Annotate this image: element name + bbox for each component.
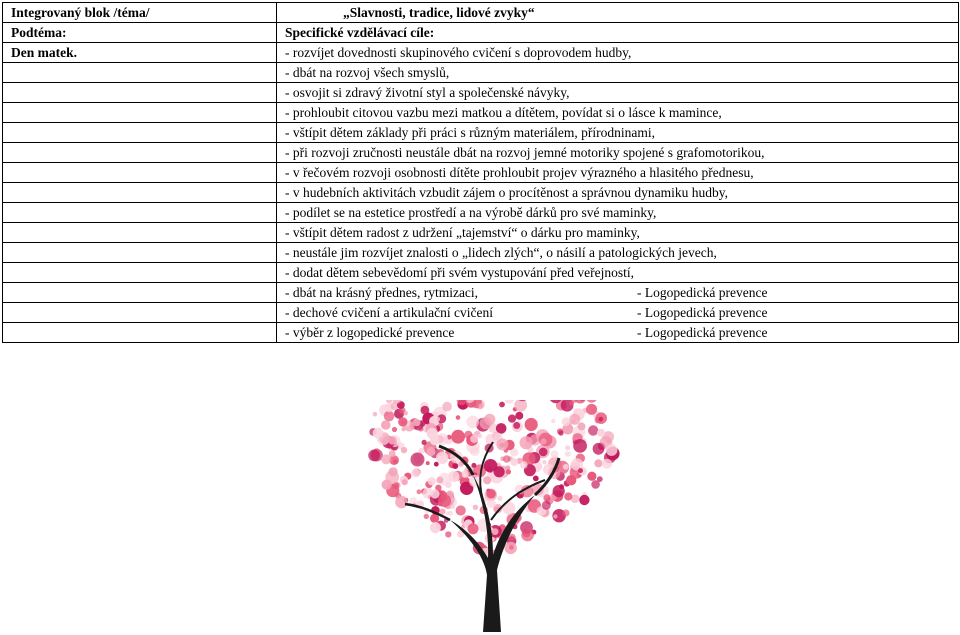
- blossom-petal: [551, 419, 555, 423]
- blossom-petal: [573, 439, 587, 453]
- blossom-petal: [430, 522, 441, 533]
- blossom-petal: [427, 428, 438, 439]
- blossom-petal: [579, 495, 589, 505]
- goal-item: - rozvíjet dovednosti skupinového cvičení s doprovodem hudby,: [277, 43, 959, 63]
- blossom-petal: [384, 411, 395, 422]
- blossom-petal: [492, 528, 499, 535]
- blossom-petal: [494, 466, 505, 477]
- blossom-petal: [445, 481, 452, 488]
- blossom-petal: [571, 419, 576, 424]
- blossom-petal: [438, 494, 451, 507]
- goal-item: - v řečovém rozvoji osobnosti dítěte prohloubit projev výrazného a hlasitého přednesu,: [277, 163, 959, 183]
- blossom-petal: [428, 477, 436, 485]
- blossom-petal: [496, 423, 507, 434]
- blossom-petal: [401, 447, 407, 453]
- empty-cell: [3, 283, 277, 303]
- table-row: [3, 203, 959, 223]
- topic-value-cell: [277, 3, 959, 23]
- table-row: [3, 183, 959, 203]
- topic-label: Integrovaný blok /téma/: [3, 3, 277, 23]
- blossom-petal: [422, 440, 427, 445]
- table-row: [3, 3, 959, 23]
- split-goal-left: - výběr z logopedické prevence: [285, 325, 455, 340]
- blossom-petal: [578, 468, 583, 473]
- blossom-petal: [525, 418, 538, 431]
- blossom-petal: [389, 467, 398, 476]
- empty-cell: [3, 63, 277, 83]
- empty-cell: [3, 83, 277, 103]
- blossom-petal: [413, 419, 420, 426]
- blossom-petal: [462, 472, 467, 477]
- blossom-petal: [504, 400, 514, 404]
- blossom-petal: [424, 514, 429, 519]
- table-row: [3, 303, 959, 323]
- blossom-petal: [599, 417, 604, 422]
- blossom-petal: [455, 476, 460, 481]
- blossom-petal: [486, 489, 495, 498]
- split-goal-left: - dbát na krásný přednes, rytmizaci,: [285, 285, 479, 300]
- blossom-petal: [381, 454, 391, 464]
- blossom-petal: [540, 438, 546, 444]
- table-row: [3, 163, 959, 183]
- heart-tree-icon: [355, 400, 630, 632]
- blossom-petal: [430, 489, 439, 498]
- table-row: [3, 223, 959, 243]
- blossom-petal: [515, 412, 523, 420]
- blossom-petal: [558, 431, 563, 436]
- blossom-petal: [411, 453, 425, 467]
- subtopic-label: Podtéma:: [3, 23, 277, 43]
- split-goal-cell: [277, 283, 959, 303]
- split-goal-right: - Logopedická prevence: [637, 305, 768, 320]
- blossom-petal: [445, 531, 451, 537]
- goal-item: - podílet se na estetice prostředí a na výrobě dárků pro své maminky,: [277, 203, 959, 223]
- table-row: [3, 263, 959, 283]
- blossom-petal: [388, 436, 396, 444]
- goal-item: - vštípit dětem základy při práci s různým materiálem, přírodninami,: [277, 123, 959, 143]
- blossom-petal: [450, 505, 455, 510]
- blossom-petal: [417, 489, 422, 494]
- goal-item: - v hudebních aktivitách vzbudit zájem o procítěnost a správnou dynamiku hudby,: [277, 183, 959, 203]
- blossom-petal: [382, 480, 392, 490]
- blossom-petal: [426, 461, 430, 465]
- blossom-petal: [398, 417, 407, 426]
- blossom-petal: [436, 477, 443, 484]
- blossom-petal: [496, 438, 508, 450]
- blossom-petal: [503, 455, 510, 462]
- empty-cell: [3, 103, 277, 123]
- blossom-petal: [471, 463, 476, 468]
- goals-label: Specifické vzdělávací cíle:: [277, 23, 959, 43]
- split-goal-right: - Logopedická prevence: [637, 325, 768, 340]
- blossom-petal: [521, 529, 534, 542]
- blossom-petal: [562, 417, 571, 426]
- topic-value: „Slavnosti, tradice, lidové zvyky“: [343, 5, 535, 20]
- blossom-petal: [395, 496, 408, 509]
- blossom-petal: [542, 460, 546, 464]
- lesson-plan-table: [2, 2, 959, 343]
- table-row: [3, 23, 959, 43]
- blossom-petal: [452, 463, 458, 469]
- empty-cell: [3, 123, 277, 143]
- table-row: [3, 83, 959, 103]
- goal-item: - osvojit si zdravý životní styl a společenské návyky,: [277, 83, 959, 103]
- split-goal-right: - Logopedická prevence: [637, 285, 768, 300]
- blossom-petal: [456, 415, 461, 420]
- blossom-petal: [509, 545, 514, 550]
- blossom-petal: [565, 445, 570, 450]
- blossom-petal: [411, 468, 420, 477]
- blossom-petal: [565, 451, 571, 457]
- empty-cell: [3, 223, 277, 243]
- table-row: [3, 103, 959, 123]
- blossom-petal: [606, 444, 618, 456]
- blossom-petal: [497, 496, 502, 501]
- blossom-petal: [594, 459, 602, 467]
- empty-cell: [3, 183, 277, 203]
- blossom-petal: [436, 452, 448, 464]
- blossom-petal: [593, 443, 605, 455]
- blossom-petal: [386, 400, 392, 403]
- blossom-petal: [442, 402, 452, 412]
- empty-cell: [3, 243, 277, 263]
- goal-item: - při rozvoji zručnosti neustále dbát na rozvoj jemné motoriky spojené s grafomotorikou,: [277, 143, 959, 163]
- blossom-petal: [553, 485, 565, 497]
- blossom-petal: [533, 476, 539, 482]
- blossom-petal: [563, 510, 570, 517]
- blossom-petal: [510, 458, 518, 466]
- table-row: [3, 323, 959, 343]
- empty-cell: [3, 143, 277, 163]
- blossom-petal: [392, 427, 397, 432]
- split-goal-cell: [277, 323, 959, 343]
- blossom-petal: [591, 480, 600, 489]
- blossom-petal: [587, 472, 596, 481]
- blossom-petal: [574, 400, 586, 404]
- blossom-petal: [520, 461, 528, 469]
- blossom-petal: [404, 411, 408, 415]
- blossom-petal: [435, 417, 440, 422]
- blossom-petal: [466, 416, 479, 429]
- blossom-petal: [426, 447, 435, 456]
- blossom-petal: [373, 412, 378, 417]
- goal-item: - dbát na rozvoj všech smyslů,: [277, 63, 959, 83]
- blossom-petal: [470, 446, 480, 456]
- blossom-petal: [468, 523, 479, 534]
- blossom-petal: [513, 422, 520, 429]
- goal-item: - vštípit dětem radost z udržení „tajemství“ o dárku pro maminky,: [277, 223, 959, 243]
- blossom-petal: [553, 514, 557, 518]
- empty-cell: [3, 203, 277, 223]
- blossom-petal: [480, 417, 492, 429]
- blossom-petal: [456, 505, 466, 515]
- goal-item: - neustále jim rozvíjet znalosti o „lidech zlých“, o násilí a patologických jevech,: [277, 243, 959, 263]
- table-row: [3, 243, 959, 263]
- empty-cell: [3, 263, 277, 283]
- blossom-cluster: [368, 400, 619, 561]
- blossom-petal: [563, 464, 569, 470]
- blossom-petal: [446, 511, 450, 515]
- blossom-petal: [569, 401, 574, 406]
- split-goal-cell: [277, 303, 959, 323]
- table-row: [3, 143, 959, 163]
- split-goal-left: - dechové cvičení a artikulační cvičení: [285, 305, 494, 320]
- blossom-petal: [470, 435, 478, 443]
- blossom-petal: [368, 450, 380, 462]
- table-row: [3, 43, 959, 63]
- blossom-petal: [564, 492, 572, 500]
- blossom-petal: [506, 469, 511, 474]
- blossom-petal: [566, 475, 576, 485]
- blossom-petal: [434, 462, 439, 467]
- table-row: [3, 123, 959, 143]
- blossom-petal: [451, 430, 465, 444]
- blossom-petal: [373, 428, 384, 439]
- blossom-petal: [578, 422, 586, 430]
- blossom-petal: [588, 425, 598, 435]
- goal-item: - prohloubit citovou vazbu mezi matkou a dítětem, povídat si o lásce k mamince,: [277, 103, 959, 123]
- blossom-petal: [551, 450, 559, 458]
- day-label: Den matek.: [3, 43, 277, 63]
- blossom-petal: [402, 479, 408, 485]
- table-row: [3, 283, 959, 303]
- blossom-petal: [539, 448, 548, 457]
- blossom-petal: [421, 406, 430, 415]
- blossom-petal: [597, 429, 605, 437]
- blossom-petal: [586, 400, 598, 403]
- empty-cell: [3, 323, 277, 343]
- blossom-petal: [487, 499, 496, 508]
- empty-cell: [3, 303, 277, 323]
- blossom-petal: [381, 420, 391, 430]
- goal-item: - dodat dětem sebevědomí při svém vystupování před veřejností,: [277, 263, 959, 283]
- blossom-petal: [499, 402, 505, 408]
- blossom-petal: [508, 415, 516, 423]
- blossom-petal: [586, 404, 597, 415]
- blossom-petal: [483, 476, 491, 484]
- blossom-petal: [602, 459, 612, 469]
- table-row: [3, 63, 959, 83]
- blossom-petal: [473, 505, 478, 510]
- blossom-petal: [542, 501, 551, 510]
- empty-cell: [3, 163, 277, 183]
- blossom-petal: [478, 403, 483, 408]
- blossom-petal: [478, 434, 483, 439]
